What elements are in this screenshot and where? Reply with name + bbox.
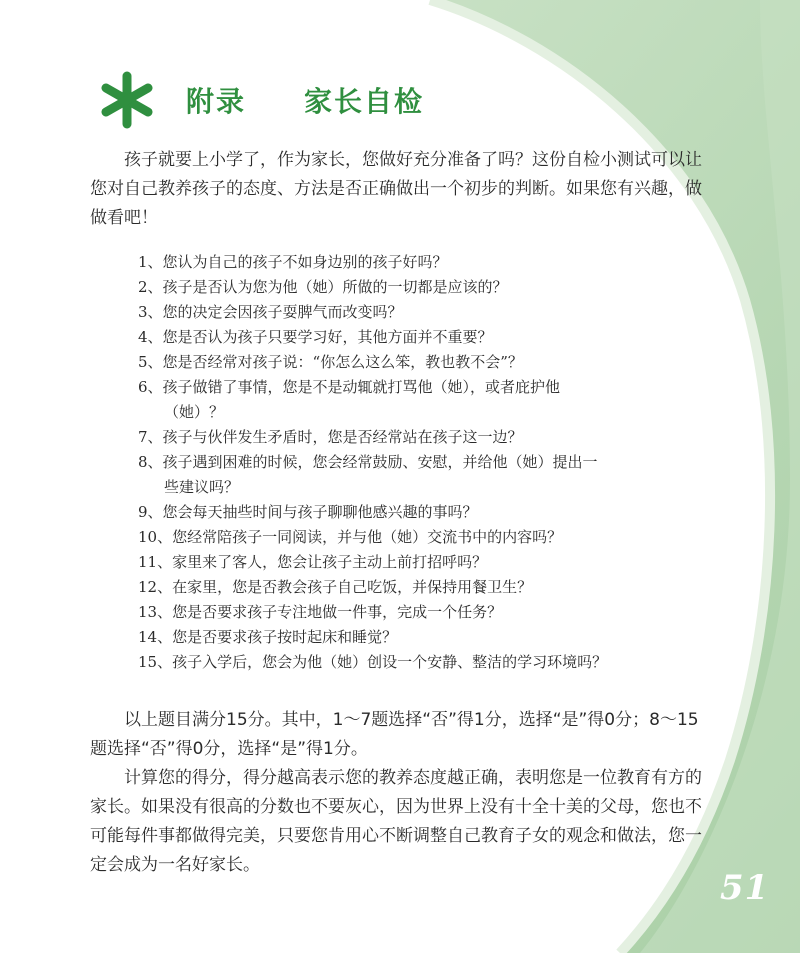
question-text: 9、您会每天抽些时间与孩子聊聊他感兴趣的事吗？ (138, 503, 478, 521)
question-text: 13、您是否要求孩子专注地做一件事，完成一个任务？ (138, 603, 503, 621)
page-title: 家长自检 (304, 85, 425, 118)
question-text: 14、您是否要求孩子按时起床和睡觉？ (138, 628, 398, 646)
question-text: 2、孩子是否认为您为他（她）所做的一切都是应该的？ (138, 278, 508, 296)
closing-section (90, 706, 710, 880)
appendix-label: 附录 (186, 85, 247, 118)
list-item (138, 650, 698, 675)
question-text: 6、孩子做错了事情，您是不是动辄就打骂他（她），或者庇护他 (138, 378, 561, 396)
list-item (138, 500, 698, 525)
list-item (138, 300, 698, 325)
asterisk-icon (98, 71, 156, 129)
section-header (98, 70, 424, 130)
scoring-paragraph: 以上题目满分15分。其中，1～7题选择“否”得1分，选择“是”得0分；8～15题选择“否”得0分，选择“是”得1分。 (90, 710, 699, 759)
intro-paragraph: 孩子就要上小学了，作为家长，您做好充分准备了吗？这份自检小测试可以让您对自己教养孩子的态度、方法是否正确做出一个初步的判断。如果您有兴趣，做做看吧！ (90, 150, 702, 228)
question-text: 5、您是否经常对孩子说：“你怎么这么笨，教也教不会”？ (138, 353, 523, 371)
question-text: 8、孩子遇到困难的时候，您会经常鼓励、安慰，并给他（她）提出一 (138, 453, 598, 471)
list-item (138, 600, 698, 625)
question-text: 11、家里来了客人，您会让孩子主动上前打招呼吗？ (138, 553, 488, 571)
list-item (138, 325, 698, 350)
question-text: 12、在家里，您是否教会孩子自己吃饭，并保持用餐卫生？ (138, 578, 533, 596)
question-text: 7、孩子与伙伴发生矛盾时，您是否经常站在孩子这一边？ (138, 428, 523, 446)
page-number: 51 (720, 868, 770, 908)
question-text-continued: （她）？ (164, 403, 225, 421)
question-text: 3、您的决定会因孩子耍脾气而改变吗？ (138, 303, 403, 321)
question-text: 15、孩子入学后，您会为他（她）创设一个安静、整洁的学习环境吗？ (138, 653, 608, 671)
question-list (138, 250, 698, 675)
list-item (138, 425, 698, 450)
advice-paragraph: 计算您的得分，得分越高表示您的教养态度越正确，表明您是一位教育有方的家长。如果没有很高的分数也不要灰心，因为世界上没有十全十美的父母，您也不可能每件事都做得完美，只要您肯用心不断调整自己教育子女的观念和做法，您一定会成为一名好家长。 (90, 768, 702, 875)
list-item (138, 350, 698, 375)
question-text: 1、您认为自己的孩子不如身边别的孩子好吗？ (138, 253, 448, 271)
list-item (138, 250, 698, 275)
list-item (138, 625, 698, 650)
question-text: 10、您经常陪孩子一同阅读，并与他（她）交流书中的内容吗？ (138, 528, 563, 546)
list-item (138, 575, 698, 600)
list-item (138, 450, 698, 500)
list-item (138, 375, 698, 425)
list-item (138, 525, 698, 550)
question-text: 4、您是否认为孩子只要学习好，其他方面并不重要？ (138, 328, 493, 346)
question-text-continued: 些建议吗？ (164, 478, 240, 496)
list-item (138, 275, 698, 300)
list-item (138, 550, 698, 575)
